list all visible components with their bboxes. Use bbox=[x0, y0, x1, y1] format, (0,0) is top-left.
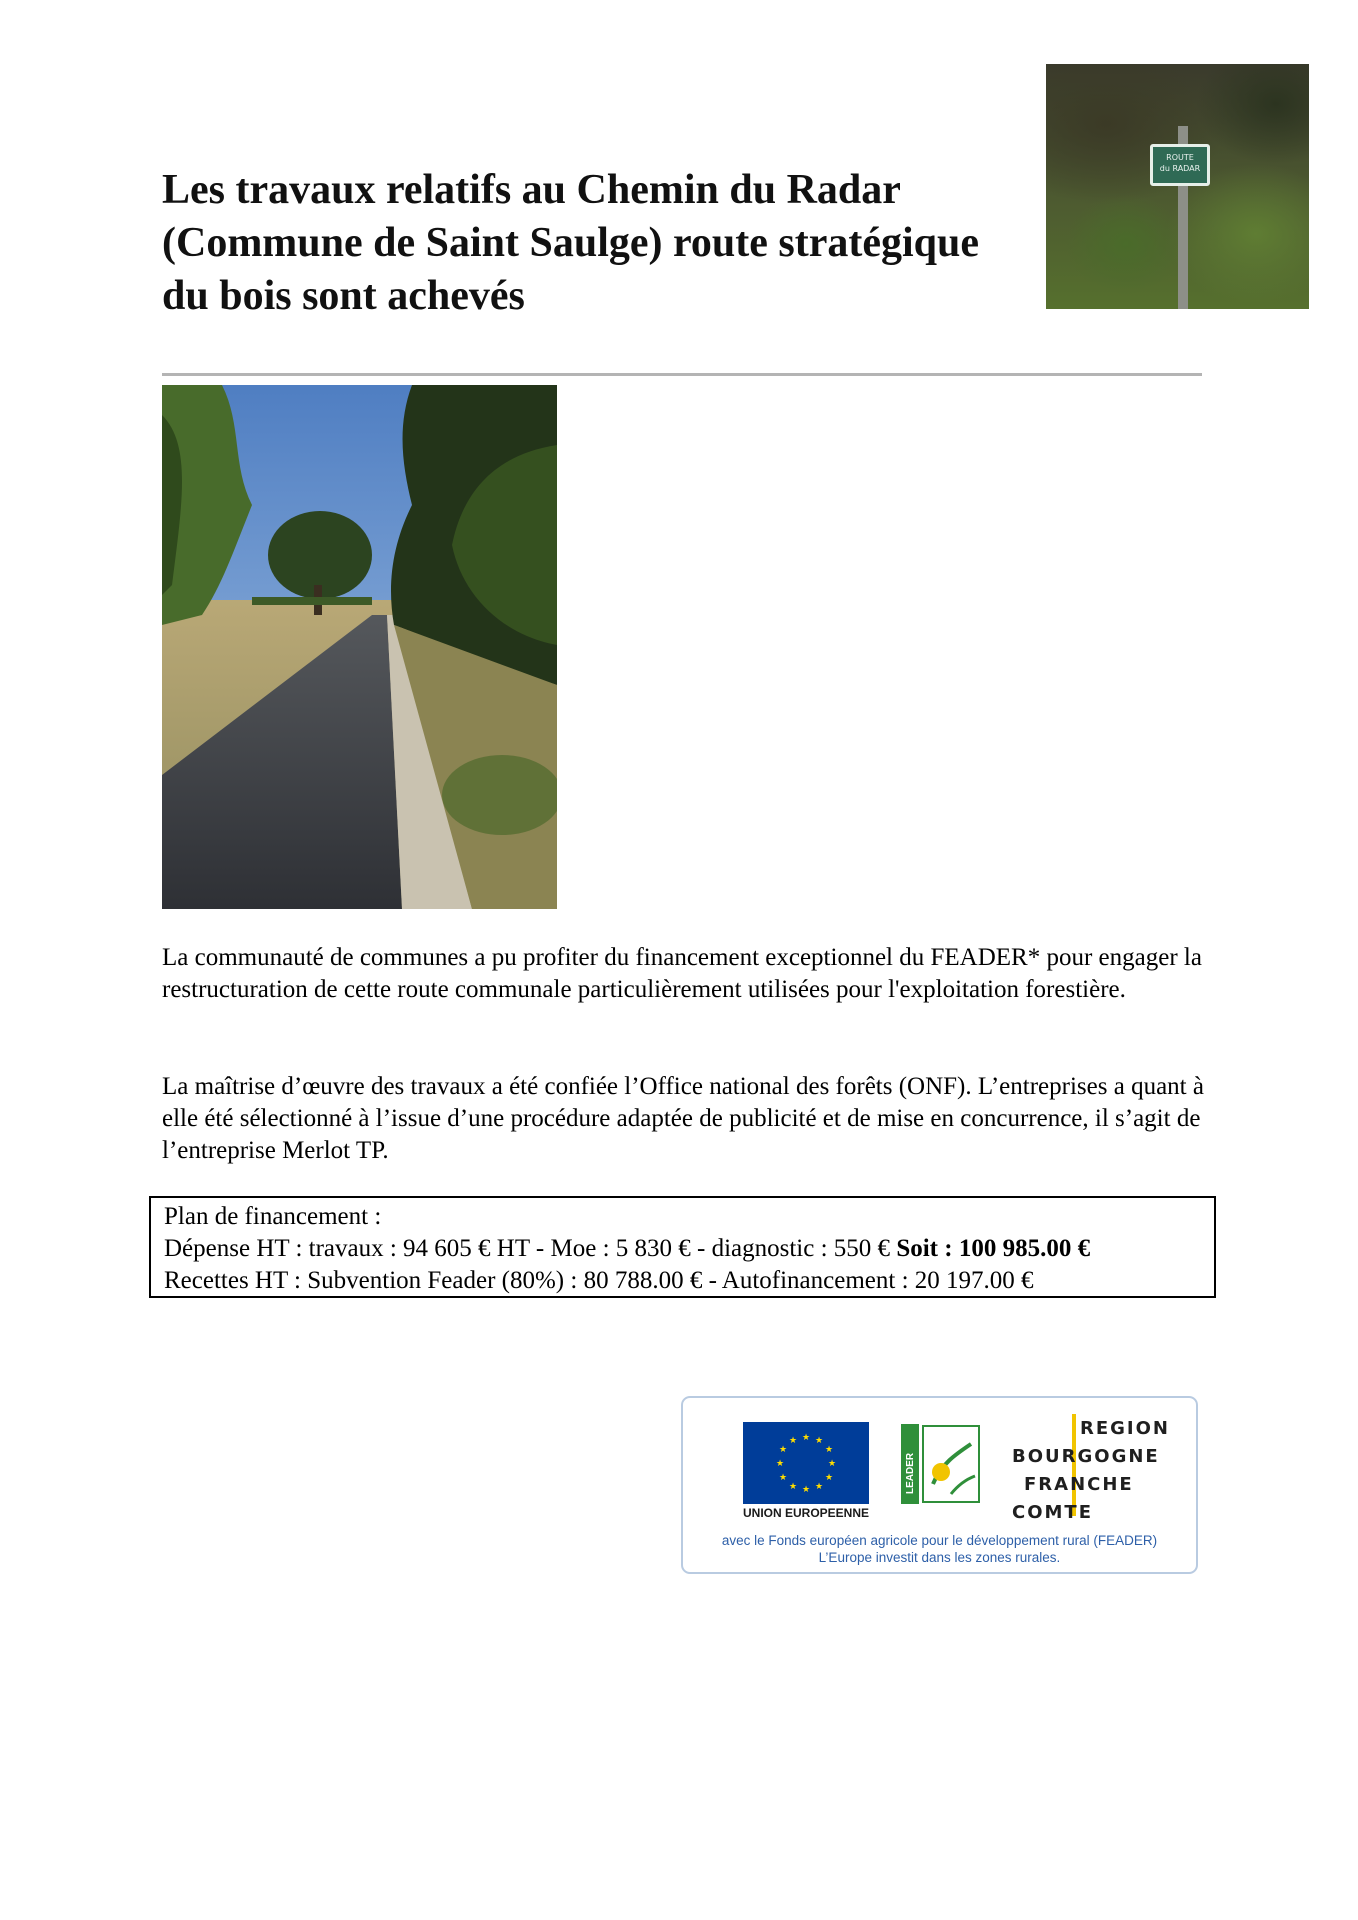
svg-text:★: ★ bbox=[824, 1445, 834, 1455]
svg-text:★: ★ bbox=[775, 1459, 785, 1469]
funding-logos-banner bbox=[681, 1396, 1198, 1574]
svg-text:★: ★ bbox=[788, 1436, 798, 1446]
financing-expenses-text: Dépense HT : travaux : 94 605 € HT - Moe : 5 830 € - diagnostic : 550 € bbox=[164, 1235, 897, 1262]
feader-caption bbox=[683, 1532, 1196, 1566]
svg-text:★: ★ bbox=[778, 1445, 788, 1455]
svg-text:★: ★ bbox=[801, 1433, 811, 1443]
svg-text:★: ★ bbox=[778, 1473, 788, 1483]
road-photo bbox=[162, 385, 557, 909]
svg-text:★: ★ bbox=[814, 1482, 824, 1492]
road-photo-illustration bbox=[162, 385, 557, 909]
sign-line-2: du RADAR bbox=[1159, 164, 1201, 173]
region-line-4: COMTE bbox=[1012, 1502, 1093, 1523]
leader-label: LEADER bbox=[905, 1452, 916, 1494]
eu-flag-logo bbox=[743, 1422, 869, 1504]
eu-stars-icon bbox=[743, 1422, 869, 1504]
leader-logo bbox=[901, 1424, 981, 1504]
svg-text:★: ★ bbox=[801, 1485, 811, 1495]
page-title: Les travaux relatifs au Chemin du Radar (Commune de Saint Saulge) route stratégique du bois sont achevés bbox=[162, 167, 980, 319]
region-line-2: BOURGOGNE bbox=[1012, 1446, 1160, 1467]
title-divider bbox=[162, 373, 1202, 376]
svg-text:★: ★ bbox=[814, 1436, 824, 1446]
intro-paragraph: La communauté de communes a pu profiter du financement exceptionnel du FEADER* pour engager la restructuration de cette route communale particulièrement utilisées pour l'exploitation forestière. bbox=[162, 944, 1202, 1003]
eu-label: UNION EUROPEENNE bbox=[743, 1506, 870, 1520]
financing-revenue-line: Recettes HT : Subvention Feader (80%) : 80 788.00 € - Autofinancement : 20 197.00 € bbox=[164, 1267, 1034, 1294]
route-sign bbox=[1150, 144, 1210, 186]
route-sign-photo bbox=[1046, 64, 1309, 309]
sign-line-1: ROUTE bbox=[1166, 153, 1194, 162]
svg-text:★: ★ bbox=[827, 1459, 837, 1469]
svg-text:★: ★ bbox=[824, 1473, 834, 1483]
financing-expenses-line bbox=[164, 1233, 1214, 1265]
contractor-paragraph: La maîtrise d’œuvre des travaux a été confiée l’Office national des forêts (ONF). L’entreprises a quant à elle été sélectionné à l’issue d’une procédure adaptée de publicité et de mise en concurrence, il s’agit de l’entreprise Merlot TP. bbox=[162, 1073, 1204, 1164]
feader-caption-line-1: avec le Fonds européen agricole pour le développement rural (FEADER) bbox=[721, 1533, 1158, 1548]
region-bourgogne-franche-comte-logo bbox=[1008, 1414, 1198, 1534]
leader-emblem-icon bbox=[901, 1424, 981, 1504]
svg-text:★: ★ bbox=[788, 1482, 798, 1492]
financing-expenses-total: Soit : 100 985.00 € bbox=[896, 1235, 1091, 1262]
financing-heading: Plan de financement : bbox=[164, 1203, 382, 1230]
region-line-1: REGION bbox=[1080, 1418, 1170, 1439]
region-line-3: FRANCHE bbox=[1024, 1474, 1134, 1495]
financing-plan-box bbox=[149, 1196, 1216, 1298]
feader-caption-line-2: L’Europe investit dans les zones rurales. bbox=[818, 1550, 1061, 1565]
